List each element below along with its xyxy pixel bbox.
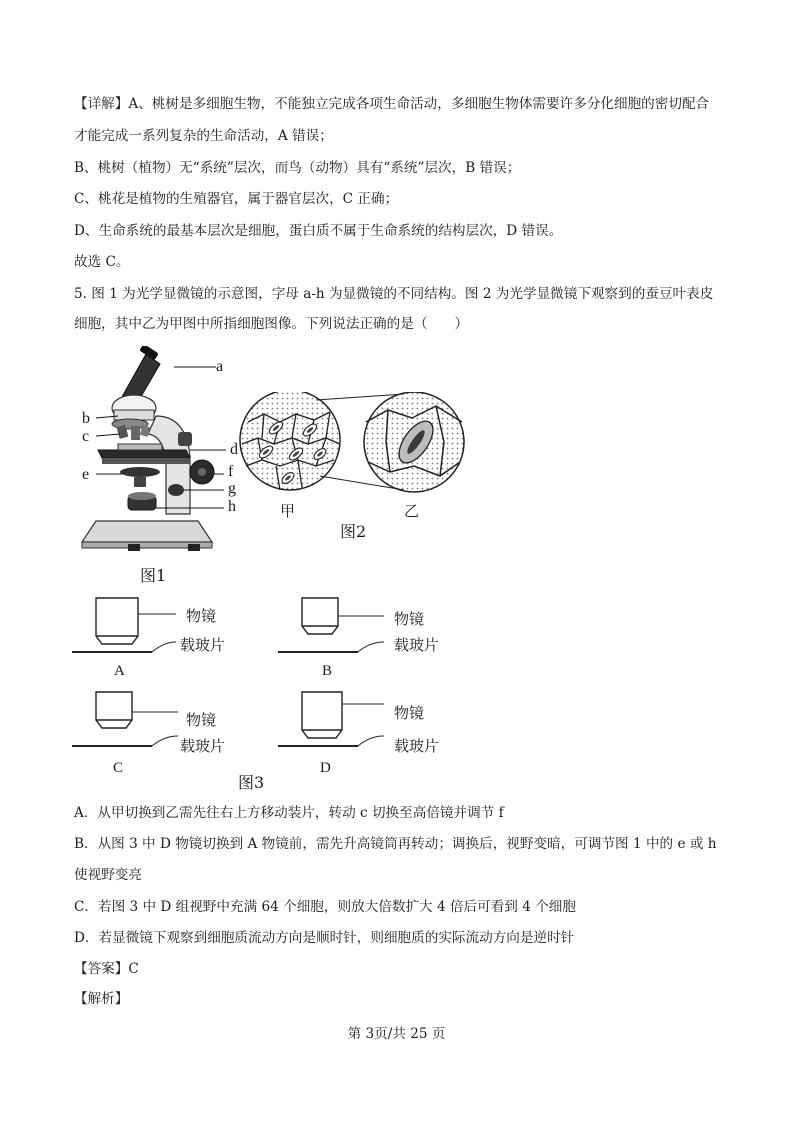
option-b-line-1: B．从图 3 中 D 物镜切换到 A 物镜前，需先升高镜筒再转动；调换后，视野变暗，可调节图 1 中的 e 或 h <box>74 836 717 852</box>
panel-c-objective-label: 物镜 <box>186 711 217 729</box>
panel-b-letter: B <box>322 663 333 679</box>
explanation-line-1: 【详解】A、桃树是多细胞生物，不能独立完成各项生命活动，多细胞生物体需要许多分化细胞的密切配合 <box>74 96 710 112</box>
explanation-line-3: B、桃树（植物）无“系统”层次，而鸟（动物）具有“系统”层次，B 错误； <box>74 160 521 176</box>
figure-2-cells <box>236 392 468 498</box>
explanation-line-2: 才能完成一系列复杂的生命活动，A 错误； <box>74 128 333 144</box>
panel-d-letter: D <box>320 760 331 776</box>
label-b: b <box>82 410 90 427</box>
figure-3-panel-c <box>72 690 182 752</box>
label-g: g <box>228 480 236 497</box>
figure-1-microscope <box>78 346 242 586</box>
label-a: a <box>216 358 224 375</box>
page-footer: 第 3页/共 25 页 <box>347 1026 446 1042</box>
question-5-line-2: 细胞，其中乙为甲图中所指细胞图像。下列说法正确的是（ ） <box>74 316 469 332</box>
figure-2-left-label: 甲 <box>280 502 296 520</box>
figure-3-panel-b <box>278 596 388 658</box>
option-a: A．从甲切换到乙需先往右上方移动装片，转动 c 切换至高倍镜并调节 f <box>74 805 504 821</box>
figure-3-panel-a <box>72 596 182 658</box>
label-d: d <box>230 441 238 458</box>
explanation-line-4: C、桃花是植物的生殖器官，属于器官层次，C 正确； <box>74 191 399 207</box>
label-f: f <box>228 463 234 480</box>
question-5-line-1: 5. 图 1 为光学显微镜的示意图，字母 a-h 为显微镜的不同结构。图 2 为光学显微镜下观察到的蚕豆叶表皮 <box>74 286 714 302</box>
panel-b-slide-label: 载玻片 <box>394 636 440 654</box>
panel-a-letter: A <box>114 663 125 679</box>
panel-c-slide-label: 载玻片 <box>180 737 226 755</box>
label-e: e <box>82 466 90 483</box>
panel-a-slide-label: 载玻片 <box>180 636 226 654</box>
panel-d-slide-label: 载玻片 <box>394 737 440 755</box>
panel-c-letter: C <box>113 760 124 776</box>
panel-d-objective-label: 物镜 <box>394 704 425 722</box>
label-c: c <box>82 428 90 445</box>
label-h: h <box>228 498 236 515</box>
figure-2-right-label: 乙 <box>404 502 420 520</box>
option-b-line-2: 使视野变亮 <box>74 867 142 883</box>
figure-2-caption: 图2 <box>340 522 367 541</box>
answer-line: 【答案】C <box>74 961 139 977</box>
figure-3-caption: 图3 <box>238 773 265 792</box>
figure-1-caption: 图1 <box>140 566 167 585</box>
analysis-heading: 【解析】 <box>74 991 129 1007</box>
panel-a-objective-label: 物镜 <box>186 607 217 625</box>
explanation-line-5: D、生命系统的最基本层次是细胞，蛋白质不属于生命系统的结构层次，D 错误。 <box>74 223 563 239</box>
option-c: C．若图 3 中 D 组视野中充满 64 个细胞，则放大倍数扩大 4 倍后可看到 4 个细胞 <box>74 899 576 915</box>
option-d: D．若显微镜下观察到细胞质流动方向是顺时针，则细胞质的实际流动方向是逆时针 <box>74 930 575 946</box>
panel-b-objective-label: 物镜 <box>394 610 425 628</box>
conclusion-line: 故选 C。 <box>74 254 130 270</box>
figure-3-panel-d <box>278 690 388 752</box>
